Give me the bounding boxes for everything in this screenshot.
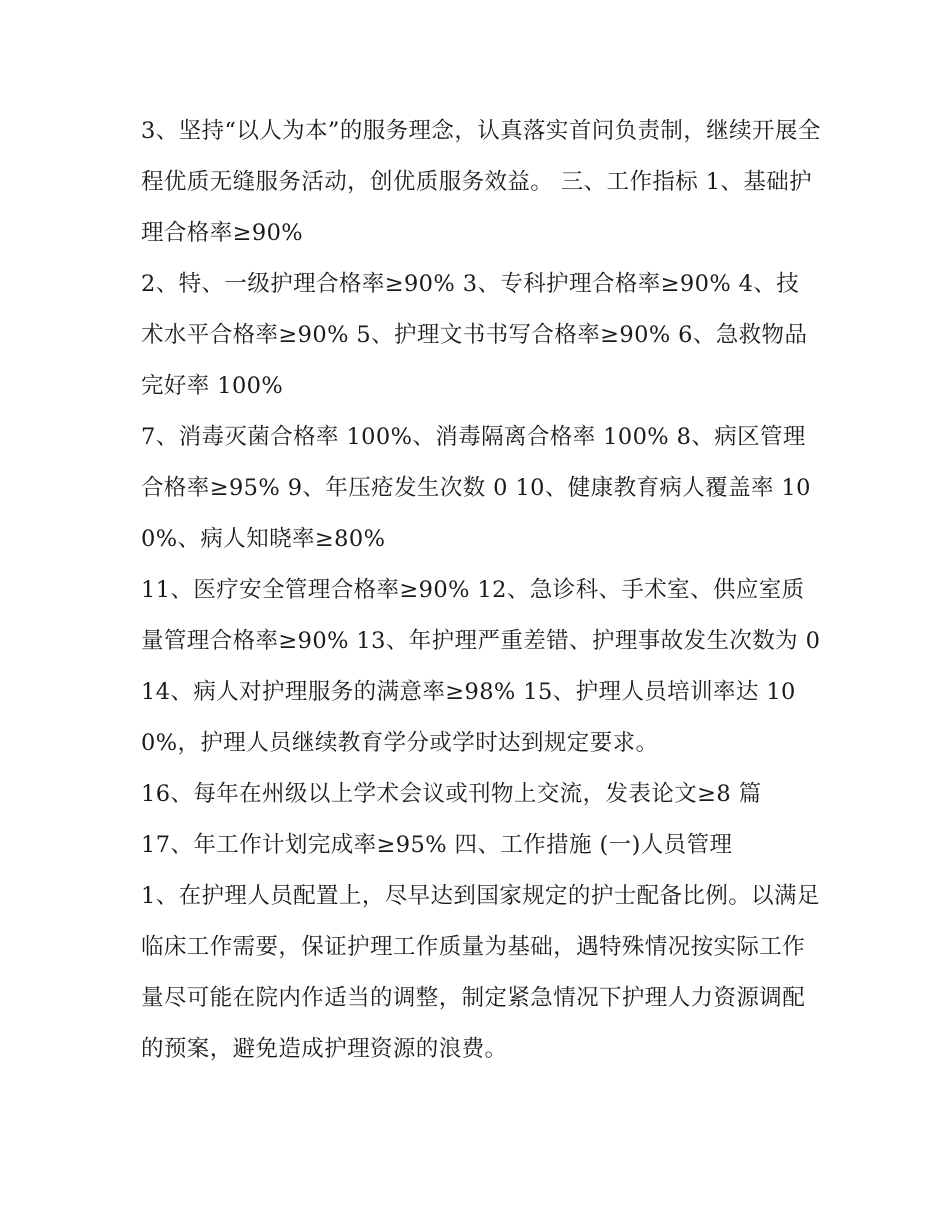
paragraph-service-concept: 3、坚持“以人为本”的服务理念，认真落实首问负责制，继续开展全程优质无缝服务活动，创优质服务效益。 三、工作指标 1、基础护理合格率≥90% — [141, 118, 821, 246]
document-body — [141, 106, 821, 1075]
paragraph-safety-management: 11、医疗安全管理合格率≥90% 12、急诊科、手术室、供应室质量管理合格率≥90% 13、年护理严重差错、护理事故发生次数为 0 — [141, 577, 821, 654]
paragraph-nursing-rates: 2、特、一级护理合格率≥90% 3、专科护理合格率≥90% 4、技术水平合格率≥90% 5、护理文书书写合格率≥90% 6、急救物品完好率 100% — [141, 271, 808, 399]
paragraph-satisfaction-training: 14、病人对护理服务的满意率≥98% 15、护理人员培训率达 100%，护理人员继续教育学分或学时达到规定要求。 — [141, 679, 796, 756]
paragraph-disinfection-rates: 7、消毒灭菌合格率 100%、消毒隔离合格率 100% 8、病区管理合格率≥95% 9、年压疮发生次数 0 10、健康教育病人覆盖率 100%、病人知晓率≥80% — [141, 424, 811, 552]
paragraph-academic-papers: 16、每年在州级以上学术会议或刊物上交流，发表论文≥8 篇 — [141, 781, 762, 807]
paragraph-staffing: 1、在护理人员配置上，尽早达到国家规定的护士配备比例。以满足临床工作需要，保证护理工作质量为基础，遇特殊情况按实际工作量尽可能在院内作适当的调整，制定紧急情况下护理人力资源调配的预案，避免造成护理资源的浪费。 — [141, 883, 820, 1062]
paragraph-work-plan: 17、年工作计划完成率≥95% 四、工作措施 (一)人员管理 — [141, 832, 733, 858]
